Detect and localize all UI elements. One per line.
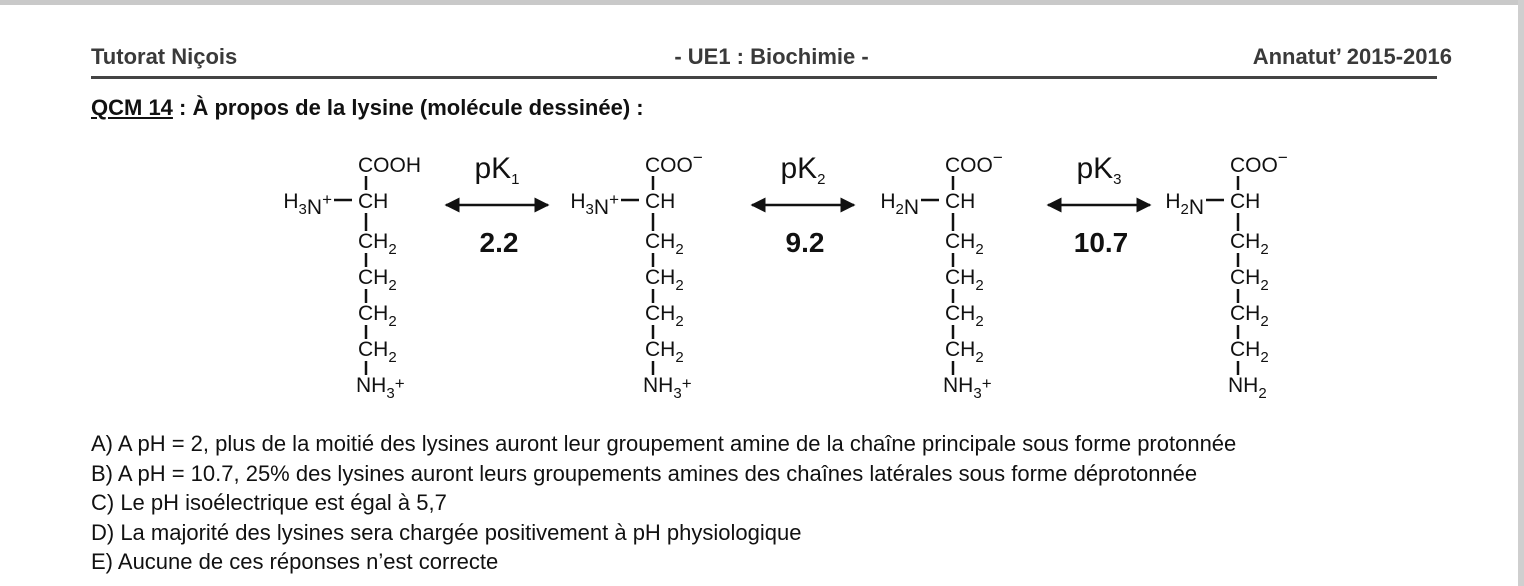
alpha-amine-group: $H_3N^+$ [283,190,332,219]
lysine-ionization-diagram [0,130,1524,420]
methylene-group: $CH_2$ [945,230,984,258]
equilibrium-1 [446,152,548,258]
header-center-text: - UE1 : Biochimie - [674,44,869,69]
lysine-molecule-2 [570,148,702,402]
side-chain-amine: $NH_3^+$ [643,374,692,402]
header-right-text: Annatut’ 2015-2016 [1252,44,1452,69]
pk-label: $pK_1$ [474,152,520,188]
methylene-group: $CH_2$ [1230,338,1269,366]
side-chain-amine: $NH_3^+$ [356,374,405,402]
methylene-group: $CH_2$ [945,266,984,294]
methylene-group: $CH_2$ [358,230,397,258]
equilibrium-2 [752,152,854,258]
methylene-group: $CH_2$ [645,230,684,258]
side-chain-amine: $NH_3^+$ [943,374,992,402]
methylene-group: $CH_2$ [945,302,984,330]
question-title [91,95,644,121]
molecules-group [283,148,1287,402]
carboxyl-group: COOH [358,154,422,177]
lysine-molecule-4 [1165,148,1288,402]
page-header [91,40,1452,74]
alpha-amine-group: $H_2N$ [880,190,919,219]
methylene-group: $CH_2$ [645,266,684,294]
alpha-carbon: CH [358,190,389,213]
pk-label: $pK_2$ [780,152,826,188]
methylene-group: $CH_2$ [945,338,984,366]
side-chain-amine: $NH_2$ [1228,374,1267,402]
methylene-group: $CH_2$ [1230,266,1269,294]
lysine-molecule-1 [283,154,421,402]
equilibria-group [446,152,1150,258]
methylene-group: $CH_2$ [645,338,684,366]
equilibrium-3 [1048,152,1150,258]
alpha-carbon: CH [945,190,976,213]
header-left-text: Tutorat Niçois [91,44,238,69]
question-text: : À propos de la lysine (molécule dessinée) : [172,95,644,120]
answer-e: E) Aucune de ces réponses n’est correcte [91,549,499,574]
answer-b: B) A pH = 10.7, 25% des lysines auront leurs groupements amines des chaînes latérales sous forme déprotonnée [91,460,1198,486]
methylene-group: $CH_2$ [1230,302,1269,330]
methylene-group: $CH_2$ [645,302,684,330]
answer-a: A) A pH = 2, plus de la moitié des lysines auront leur groupement amine de la chaîne principale sous forme protonnée [91,431,1237,456]
answer-d: D) La majorité des lysines sera chargée positivement à pH physiologique [91,519,802,545]
lysine-molecule-3 [880,148,1003,402]
carboxyl-group: COO− [945,148,1003,177]
window-top-border [0,0,1524,5]
methylene-group: $CH_2$ [358,338,397,366]
methylene-group: $CH_2$ [358,266,397,294]
pk-value: 2.2 [479,227,519,258]
alpha-amine-group: $H_3N^+$ [570,190,619,219]
alpha-carbon: CH [645,190,676,213]
answer-c: C) Le pH isoélectrique est égal à 5,7 [91,490,447,515]
question-number: QCM 14 [91,95,173,120]
header-divider [91,76,1437,79]
alpha-carbon: CH [1230,190,1261,213]
carboxyl-group: COO− [645,148,703,177]
methylene-group: $CH_2$ [358,302,397,330]
pk-value: 10.7 [1073,227,1129,258]
alpha-amine-group: $H_2N$ [1165,190,1204,219]
answer-list [91,429,1236,577]
methylene-group: $CH_2$ [1230,230,1269,258]
pk-value: 9.2 [785,227,825,258]
carboxyl-group: COO− [1230,148,1288,177]
pk-label: $pK_3$ [1076,152,1122,188]
